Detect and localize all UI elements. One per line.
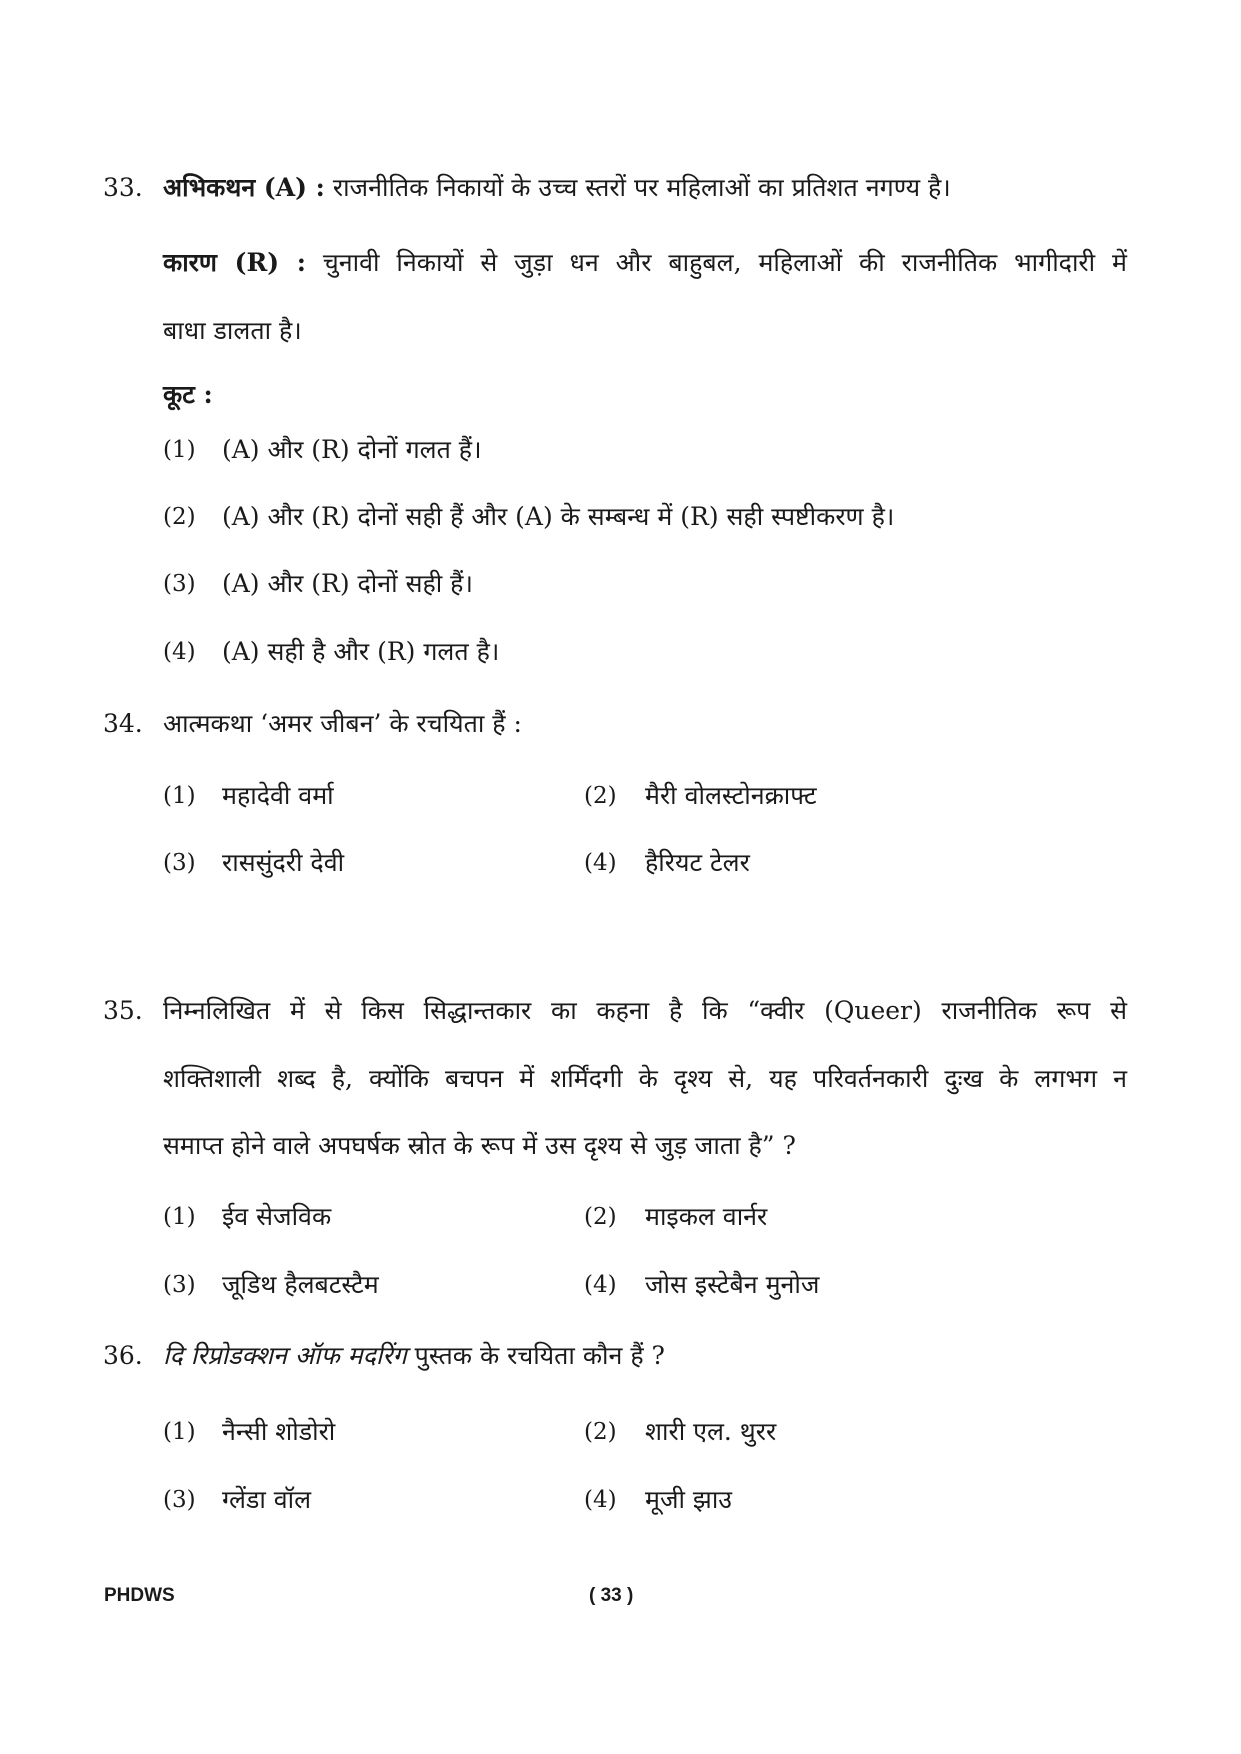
option-number: (4) — [584, 1272, 617, 1298]
assertion-label: अभिकथन (A) : — [163, 173, 325, 202]
option-text: शारी एल. थुरर — [645, 1417, 777, 1446]
option-number: (1) — [163, 1204, 196, 1230]
reason-line-1 — [163, 246, 1127, 280]
option-number: (3) — [163, 850, 196, 876]
question-number: 33. — [103, 173, 143, 202]
option-text: (A) और (R) दोनों सही हैं और (A) के सम्बन्ध में (R) सही स्पष्टीकरण है। — [222, 502, 895, 531]
option-text: हैरियट टेलर — [645, 848, 750, 877]
option-number: (1) — [163, 437, 196, 463]
question-text-line-3: समाप्त होने वाले अपघर्षक स्रोत के रूप में उस दृश्य से जुड़ जाता है” ? — [163, 1131, 796, 1160]
option-text: जूडिथ हैलबटस्टैम — [222, 1270, 379, 1299]
question-text-line-2: शक्तिशाली शब्द है, क्योंकि बचपन में शर्मिंदगी के दृश्य से, यह परिवर्तनकारी दुःख के लगभग न — [163, 1064, 1127, 1093]
option-text: नैन्सी शोडोरो — [222, 1417, 336, 1446]
question-number: 36. — [103, 1341, 143, 1370]
reason-line-2: बाधा डालता है। — [163, 316, 302, 345]
question-text: आत्मकथा ‘अमर जीबन’ के रचयिता हैं : — [163, 709, 522, 738]
option-number: (2) — [584, 1419, 617, 1445]
option-number: (3) — [163, 571, 196, 597]
question-text — [163, 1339, 665, 1373]
paper-code: PHDWS — [104, 1585, 175, 1606]
option-number: (1) — [163, 1419, 196, 1445]
page-number: ( 33 ) — [589, 1585, 634, 1606]
option-number: (1) — [163, 783, 196, 809]
option-number: (2) — [163, 504, 196, 530]
reason-label: कारण (R) : — [163, 248, 306, 277]
question-text-rest: पुस्तक के रचयिता कौन हैं ? — [414, 1341, 665, 1370]
option-text: (A) और (R) दोनों सही हैं। — [222, 569, 473, 598]
option-text: राससुंदरी देवी — [222, 848, 345, 877]
option-number: (3) — [163, 1272, 196, 1298]
code-label: कूट : — [163, 380, 213, 409]
option-number: (4) — [584, 1487, 617, 1513]
book-title: दि रिप्रोडक्शन ऑफ मदरिंग — [163, 1341, 407, 1370]
option-number: (3) — [163, 1487, 196, 1513]
option-number: (2) — [584, 1204, 617, 1230]
option-number: (2) — [584, 783, 617, 809]
option-number: (4) — [584, 850, 617, 876]
option-number: (4) — [163, 639, 196, 665]
option-text: जोस इस्टेबैन मुनोज — [645, 1270, 820, 1299]
assertion-line — [163, 171, 951, 205]
assertion-text: राजनीतिक निकायों के उच्च स्तरों पर महिलाओं का प्रतिशत नगण्य है। — [332, 173, 951, 202]
question-text-line-1: निम्नलिखित में से किस सिद्धान्तकार का कहना है कि “क्वीर (Queer) राजनीतिक रूप से — [163, 996, 1127, 1025]
option-text: (A) सही है और (R) गलत है। — [222, 637, 500, 666]
option-text: महादेवी वर्मा — [222, 781, 334, 810]
option-text: ग्लेंडा वॉल — [222, 1485, 312, 1514]
option-text: मूजी झाउ — [645, 1485, 732, 1514]
question-number: 35. — [103, 996, 143, 1025]
reason-text: चुनावी निकायों से जुड़ा धन और बाहुबल, महिलाओं की राजनीतिक भागीदारी में — [322, 248, 1127, 277]
option-text: मैरी वोलस्टोनक्राफ्ट — [645, 781, 817, 810]
option-text: (A) और (R) दोनों गलत हैं। — [222, 435, 482, 464]
option-text: माइकल वार्नर — [645, 1202, 768, 1231]
question-number: 34. — [103, 709, 143, 738]
option-text: ईव सेजविक — [222, 1202, 332, 1231]
